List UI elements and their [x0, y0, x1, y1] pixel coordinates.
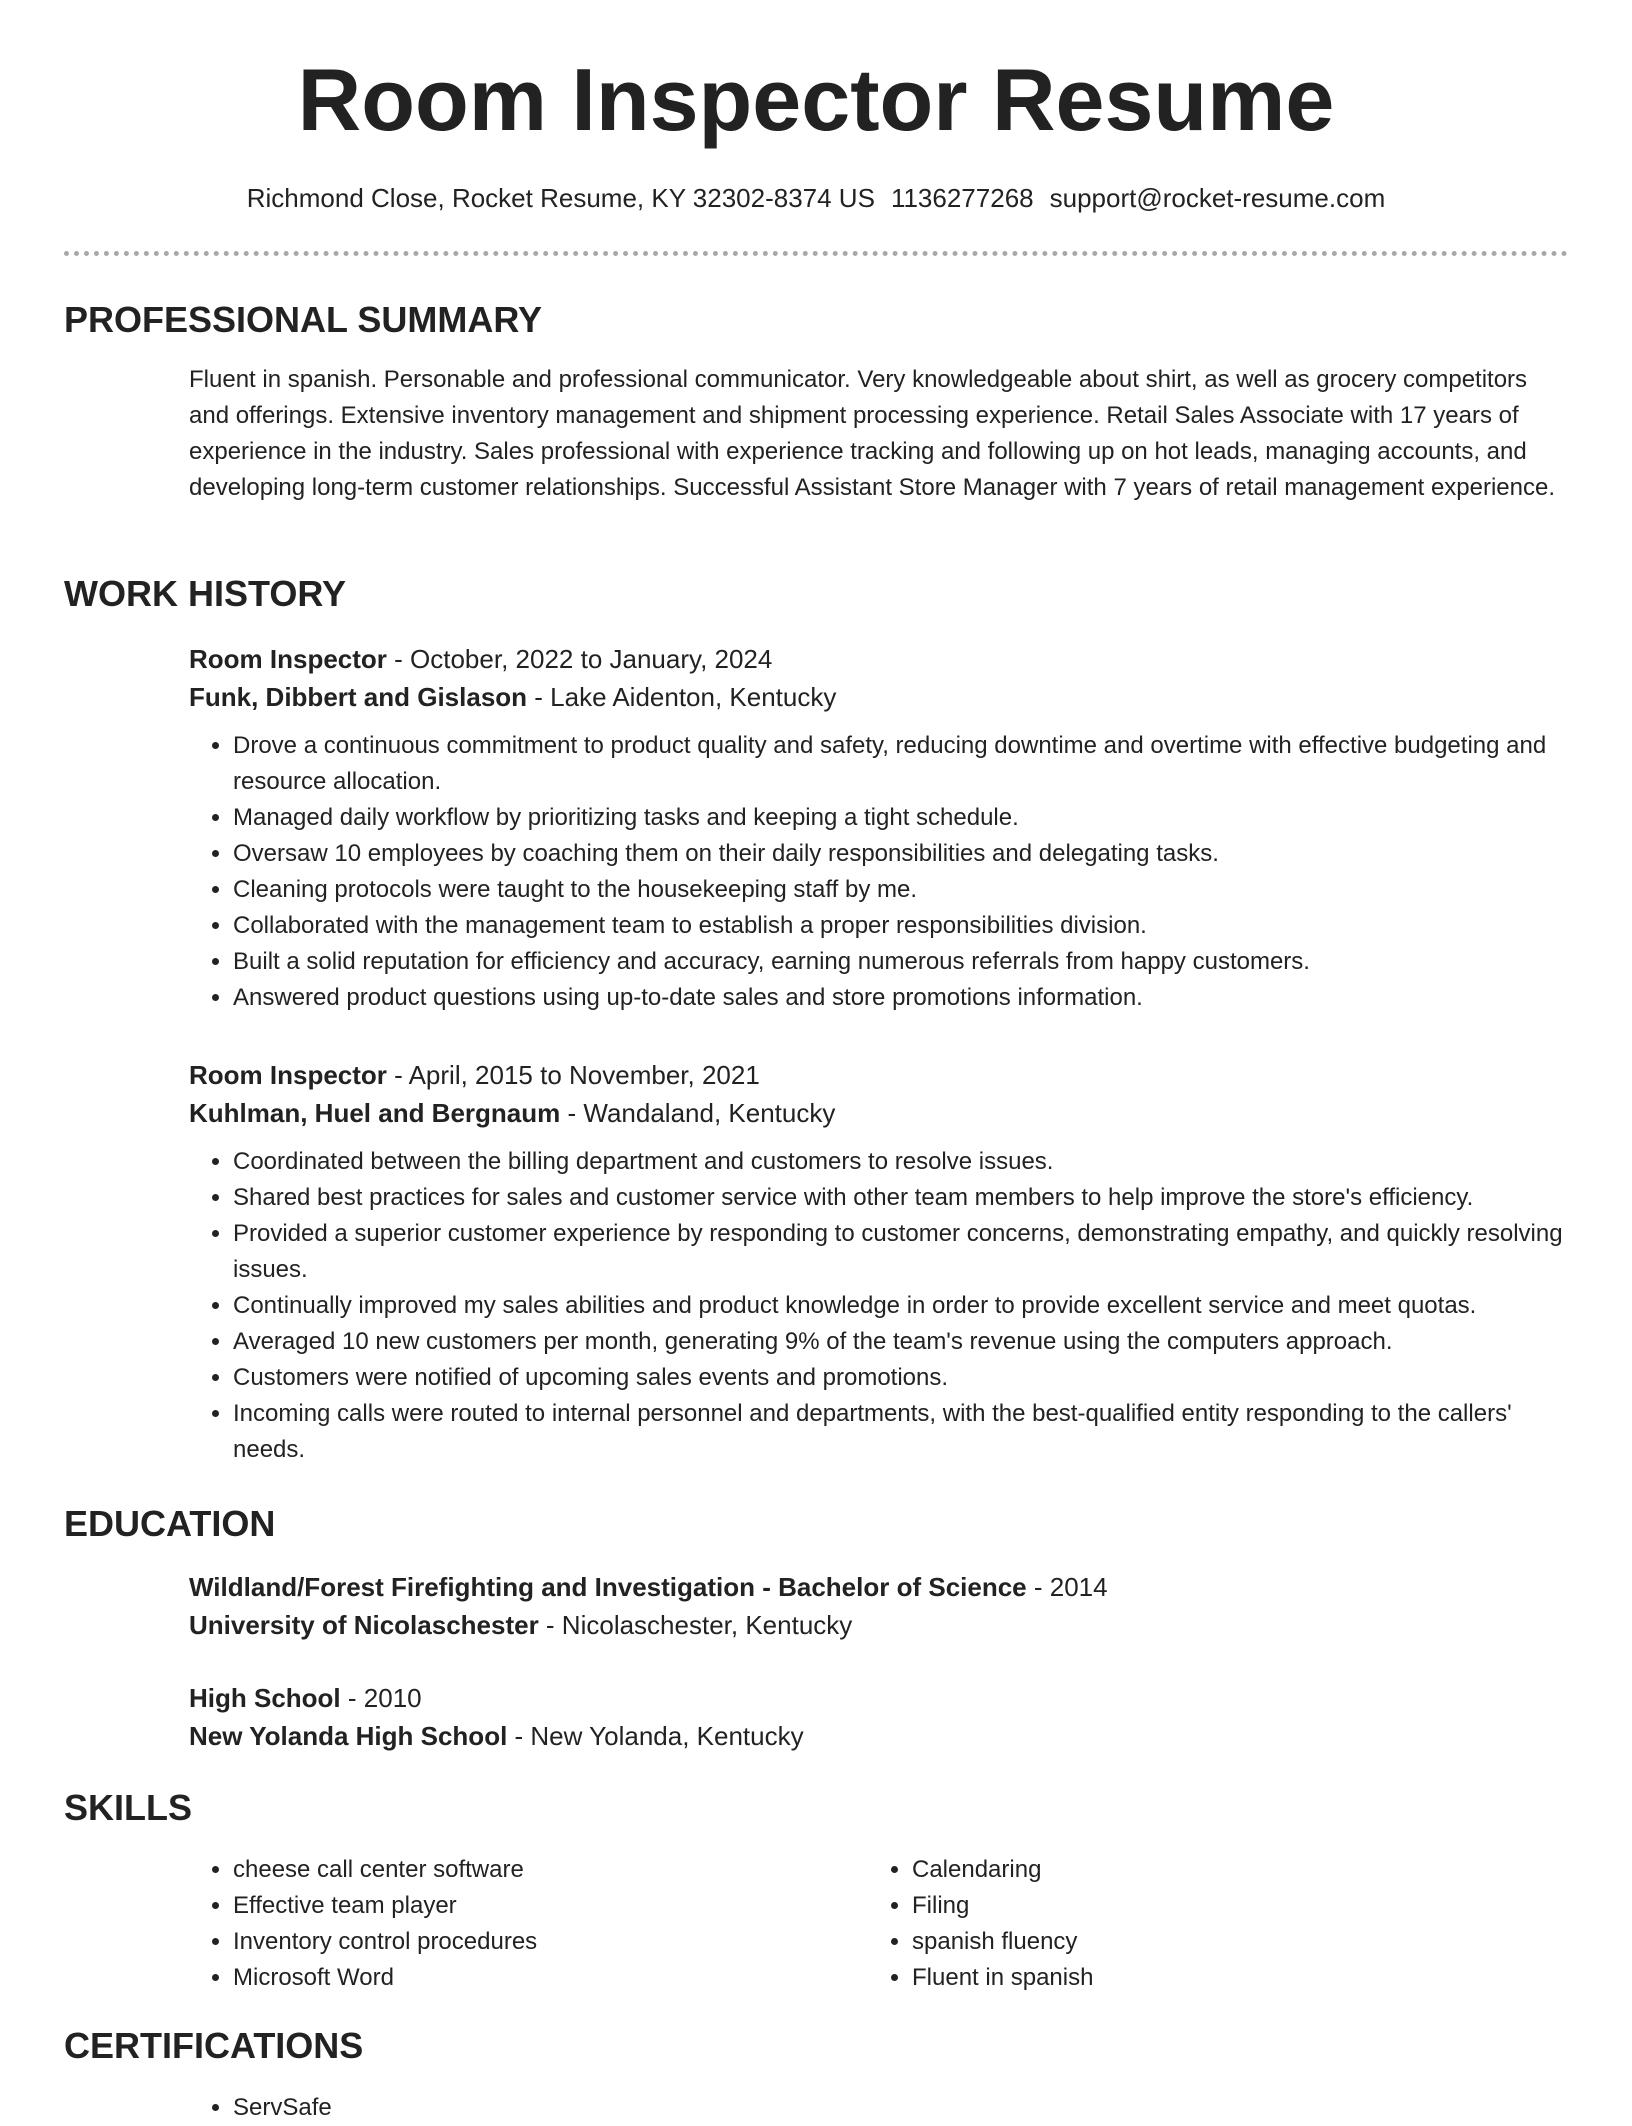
- list-item: • Fluent in spanish: [912, 1960, 1468, 1996]
- contact-line: [0, 182, 1632, 214]
- degree-line: [189, 1568, 1569, 1606]
- section-title-work: WORK HISTORY: [64, 573, 347, 614]
- list-item: • Calendaring: [912, 1852, 1468, 1888]
- job-entry-1: [189, 640, 1569, 1016]
- list-item: • Drove a continuous commitment to product quality and safety, reducing downtime and overtime with effective budgeting and resource allocation.: [233, 728, 1569, 800]
- degree-line: [189, 1679, 1569, 1717]
- header-divider: [64, 251, 1568, 256]
- list-item: • Shared best practices for sales and customer service with other team members to help improve the store's efficiency.: [233, 1180, 1569, 1216]
- list-item: • Continually improved my sales abilities and product knowledge in order to provide excellent service and meet quotas.: [233, 1288, 1569, 1324]
- school-line: [189, 1717, 1569, 1755]
- job-company: Funk, Dibbert and Gislason: [189, 682, 528, 712]
- job-location: - Lake Aidenton, Kentucky: [527, 682, 837, 712]
- list-item: • Provided a superior customer experience by responding to customer concerns, demonstrating empathy, and quickly resolving issues.: [233, 1216, 1569, 1288]
- skills-column-right: [868, 1852, 1468, 1996]
- job-title: Room Inspector: [189, 1060, 387, 1090]
- list-item: • Oversaw 10 employees by coaching them on their daily responsibilities and delegating tasks.: [233, 836, 1569, 872]
- skills-column-left: [189, 1852, 789, 1996]
- degree-year: - 2010: [340, 1683, 422, 1713]
- job-bullets: [189, 728, 1569, 1016]
- certifications-list: [189, 2090, 789, 2126]
- section-title-summary: PROFESSIONAL SUMMARY: [64, 299, 543, 340]
- job-company-line: [189, 678, 1569, 716]
- list-item: • Incoming calls were routed to internal personnel and departments, with the best-qualified entity responding to the callers' needs.: [233, 1396, 1569, 1468]
- school: New Yolanda High School: [189, 1721, 508, 1751]
- list-item: • ServSafe: [233, 2090, 789, 2126]
- school-location: - Nicolaschester, Kentucky: [538, 1610, 853, 1640]
- job-bullets: [189, 1144, 1569, 1468]
- list-item: • cheese call center software: [233, 1852, 789, 1888]
- degree: Wildland/Forest Firefighting and Investigation - Bachelor of Science: [189, 1572, 1027, 1602]
- job-company: Kuhlman, Huel and Bergnaum: [189, 1098, 561, 1128]
- contact-email[interactable]: support@rocket-resume.com: [1049, 183, 1386, 213]
- job-title: Room Inspector: [189, 644, 387, 674]
- job-title-line: [189, 1056, 1569, 1094]
- job-title-line: [189, 640, 1569, 678]
- list-item: • spanish fluency: [912, 1924, 1468, 1960]
- degree-year: - 2014: [1026, 1572, 1108, 1602]
- section-title-education: EDUCATION: [64, 1503, 276, 1544]
- summary-block: [189, 362, 1569, 506]
- list-item: • Coordinated between the billing department and customers to resolve issues.: [233, 1144, 1569, 1180]
- summary-text: Fluent in spanish. Personable and professional communicator. Very knowledgeable about shirt, as well as grocery competitors and offerings. Extensive inventory management and shipment processing experience. Retail Sales Associate with 17 years of experience in the industry. Sales professional with experience tracking and following up on hot leads, managing accounts, and developing long-term customer relationships. Successful Assistant Store Manager with 7 years of retail management experience.: [189, 366, 1556, 501]
- list-item: • Microsoft Word: [233, 1960, 789, 1996]
- job-entry-2: [189, 1056, 1569, 1468]
- contact-address: Richmond Close, Rocket Resume, KY 32302-8374 US: [246, 183, 875, 213]
- list-item: • Filing: [912, 1888, 1468, 1924]
- list-item: • Cleaning protocols were taught to the housekeeping staff by me.: [233, 872, 1569, 908]
- skills-list-left: [189, 1852, 789, 1996]
- list-item: • Inventory control procedures: [233, 1924, 789, 1960]
- school: University of Nicolaschester: [189, 1610, 539, 1640]
- school-location: - New Yolanda, Kentucky: [507, 1721, 804, 1751]
- job-dates: - April, 2015 to November, 2021: [386, 1060, 760, 1090]
- skills-list-right: [868, 1852, 1468, 1996]
- job-dates: - October, 2022 to January, 2024: [386, 644, 773, 674]
- section-title-certifications: CERTIFICATIONS: [64, 2025, 364, 2066]
- contact-phone: 1136277268: [890, 183, 1034, 213]
- school-line: [189, 1606, 1569, 1644]
- list-item: • Averaged 10 new customers per month, generating 9% of the team's revenue using the computers approach.: [233, 1324, 1569, 1360]
- job-company-line: [189, 1094, 1569, 1132]
- list-item: • Answered product questions using up-to-date sales and store promotions information.: [233, 980, 1569, 1016]
- list-item: • Built a solid reputation for efficiency and accuracy, earning numerous referrals from happy customers.: [233, 944, 1569, 980]
- degree: High School: [189, 1683, 341, 1713]
- certifications-block: [189, 2090, 789, 2126]
- resume-title: Room Inspector Resume: [297, 50, 1335, 149]
- education-entry-2: [189, 1679, 1569, 1755]
- list-item: • Managed daily workflow by prioritizing tasks and keeping a tight schedule.: [233, 800, 1569, 836]
- list-item: • Effective team player: [233, 1888, 789, 1924]
- list-item: • Customers were notified of upcoming sales events and promotions.: [233, 1360, 1569, 1396]
- list-item: • Collaborated with the management team to establish a proper responsibilities division.: [233, 908, 1569, 944]
- education-entry-1: [189, 1568, 1569, 1644]
- section-title-skills: SKILLS: [64, 1787, 193, 1828]
- job-location: - Wandaland, Kentucky: [560, 1098, 836, 1128]
